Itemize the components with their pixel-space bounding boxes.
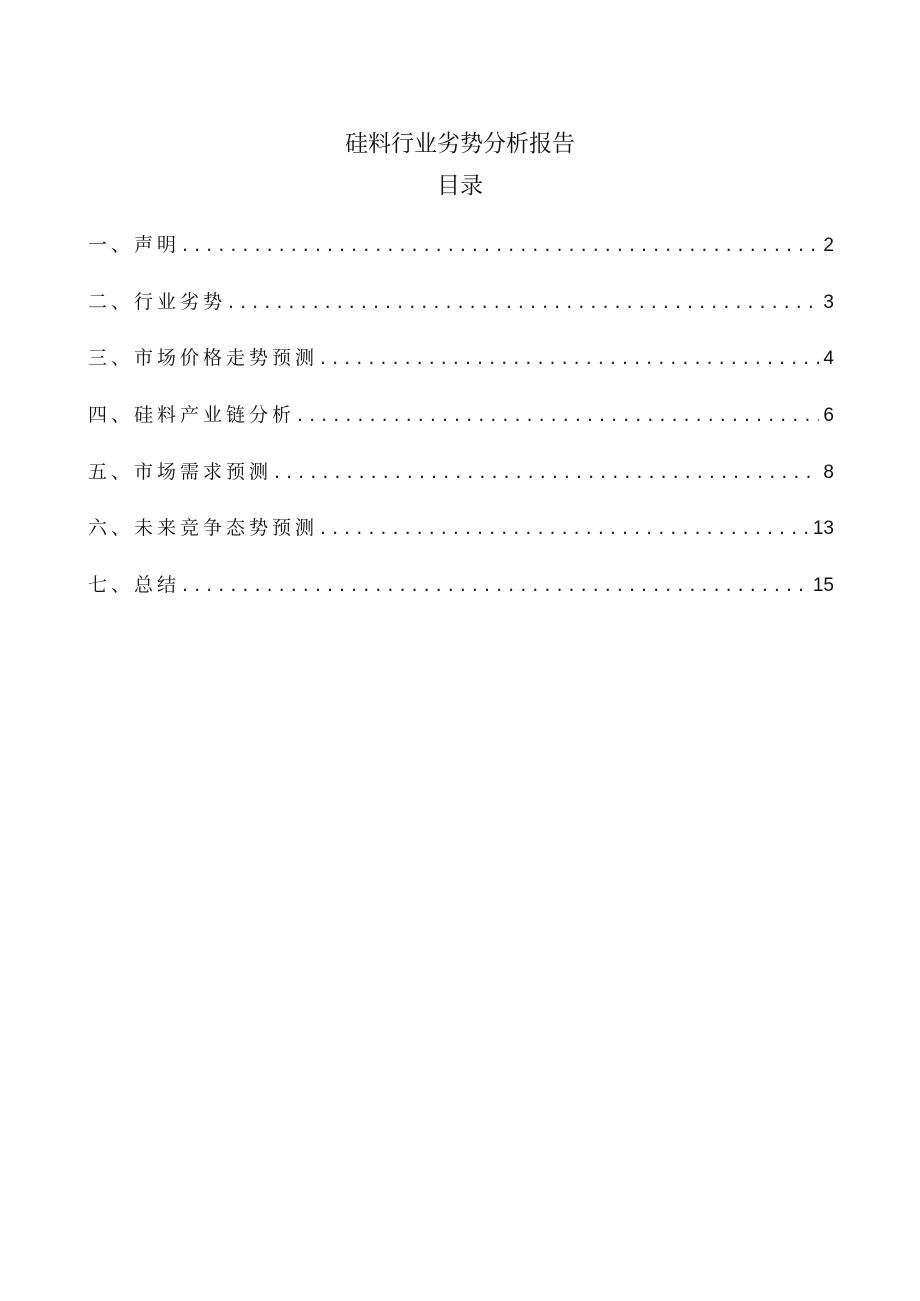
table-of-contents bbox=[88, 230, 834, 627]
toc-dot-leader bbox=[297, 400, 819, 430]
toc-entry-price-trend-forecast[interactable] bbox=[88, 343, 834, 400]
toc-dot-leader bbox=[274, 457, 819, 487]
toc-dot-leader bbox=[320, 513, 809, 543]
toc-entry-summary[interactable] bbox=[88, 570, 834, 627]
toc-page-number: 15 bbox=[812, 575, 834, 597]
toc-page-number: 3 bbox=[823, 291, 834, 313]
toc-entry-label: 三、市场价格走势预测 bbox=[88, 347, 319, 370]
toc-entry-demand-forecast[interactable] bbox=[88, 457, 834, 514]
toc-entry-competition-forecast[interactable] bbox=[88, 513, 834, 570]
toc-page-number: 6 bbox=[823, 405, 834, 427]
toc-entry-label: 五、市场需求预测 bbox=[88, 460, 273, 483]
toc-page-number: 4 bbox=[823, 348, 834, 370]
document-title: 硅料行业劣势分析报告 bbox=[345, 131, 575, 157]
toc-entry-label: 一、声明 bbox=[88, 234, 181, 256]
toc-dot-leader bbox=[320, 343, 819, 373]
toc-entry-label: 四、硅料产业链分析 bbox=[88, 404, 296, 427]
toc-entry-label: 六、未来竞争态势预测 bbox=[88, 517, 319, 540]
toc-heading: 目录 bbox=[437, 173, 483, 199]
toc-dot-leader bbox=[228, 287, 819, 317]
toc-page-number: 8 bbox=[823, 461, 834, 483]
toc-entry-label: 七、总结 bbox=[88, 574, 181, 597]
toc-page-number: 13 bbox=[812, 518, 834, 540]
toc-entry-industry-disadvantages[interactable] bbox=[88, 287, 834, 344]
toc-dot-leader bbox=[182, 570, 809, 600]
toc-entry-label: 二、行业劣势 bbox=[88, 290, 227, 313]
toc-page-number: 2 bbox=[823, 235, 834, 256]
toc-entry-statement[interactable] bbox=[88, 230, 834, 287]
toc-entry-industry-chain-analysis[interactable] bbox=[88, 400, 834, 457]
toc-dot-leader bbox=[182, 230, 819, 260]
